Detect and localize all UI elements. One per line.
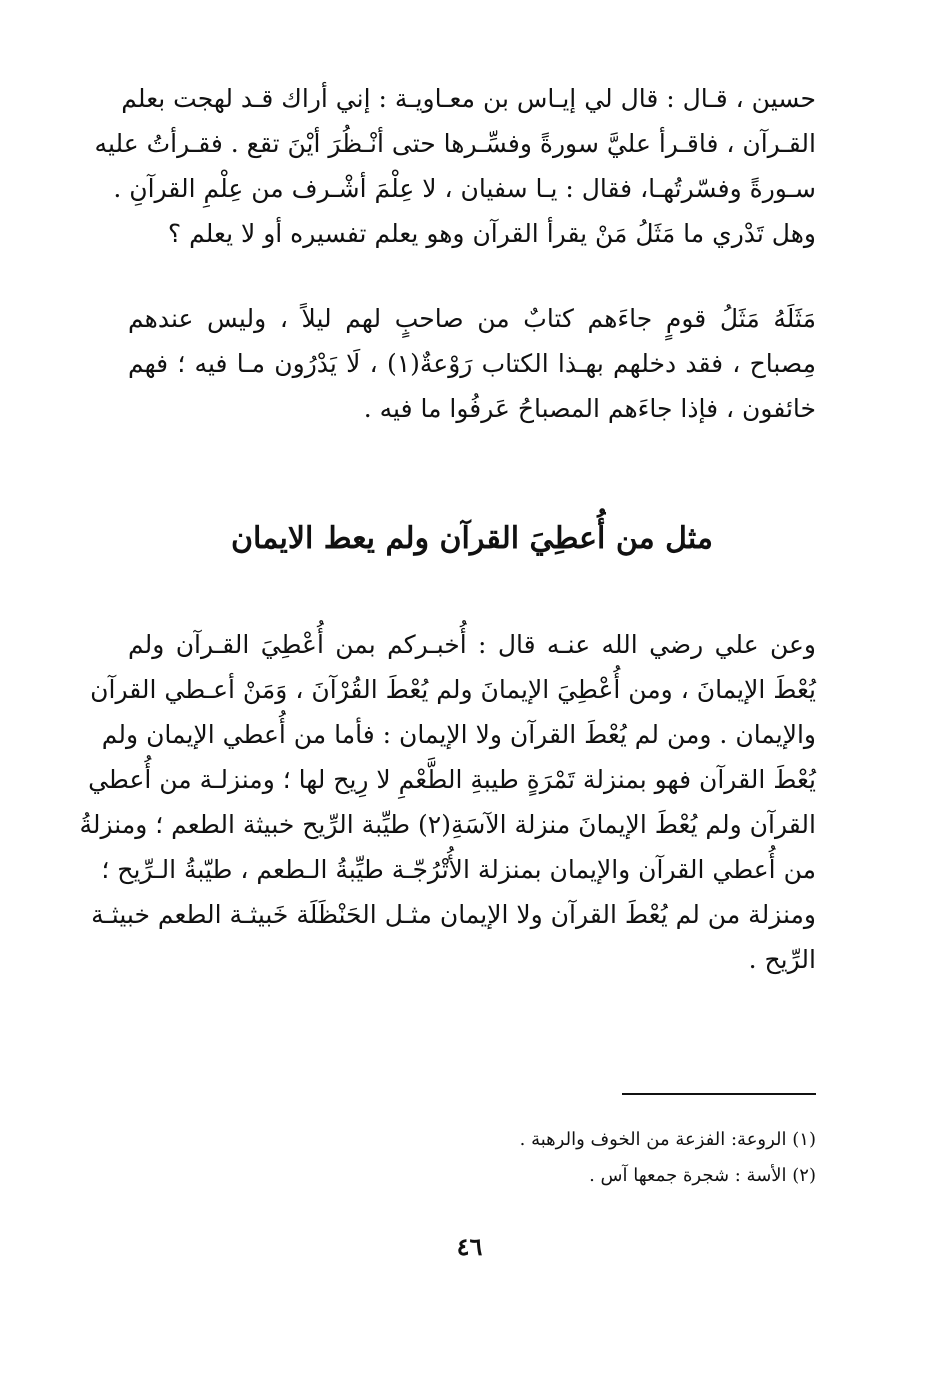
footnote-1: (١) الروعة: الفزعة من الخوف والرهبة . — [519, 1129, 816, 1150]
footnotes — [128, 1122, 816, 1194]
text-line: الرِّيح . — [748, 945, 816, 974]
text-line: ومنزلة من لم يُعْطَ القرآن ولا الإيمان مثـل الحَنْظَلَة خَبيثـة الطعم خبيثـة — [91, 900, 816, 929]
text-line: والإيمان . ومن لم يُعْطَ القرآن ولا الإيمان : فأما من أُعطي الإيمان ولم — [101, 720, 816, 749]
text-line: من أُعطي القرآن والإيمان بمنزلة الأُتْرُجّـة طيِّبةُ الـطعم ، طيّبةُ الـرِّيح ؛ — [101, 855, 816, 884]
text-line: وهل تَدْري ما مَثَلُ مَنْ يقرأ القرآن وهو يعلم تفسيره أو لا يعلم ؟ — [167, 219, 816, 248]
text-line: القـرآن ، فاقـرأ عليَّ سورةً وفسِّـرها حتى أنْـظُرَ أيْنَ تقع . فقـرأتُ عليه — [94, 129, 816, 158]
text-line: حسين ، قـال : قال لي إيـاس بن معـاويـة : إني أراك قـد لهجت بعلم — [121, 84, 816, 113]
text-line: وعن علي رضي الله عنـه قال : أُخبـركم بمن أُعْطِيَ القـرآن ولم — [128, 630, 816, 659]
paragraph-3 — [79, 622, 816, 982]
text-line: القرآن ولم يُعْطَ الإيمانَ منزلة الآسَةِ(٢) طيِّبة الرِّيح خبيثة الطعم ؛ ومنزلةُ — [79, 810, 816, 839]
text-line: خائفون ، فإذا جاءَهم المصباحُ عَرفُوا ما فيه . — [363, 394, 816, 423]
section-heading: مثل من أُعطِيَ القرآن ولم يعط الايمان — [230, 521, 714, 556]
text-line: مَثَلَهُ مَثَلُ قومٍ جاءَهم كتابٌ من صاحبٍ لهم ليلاً ، وليس عندهم — [128, 304, 816, 333]
paragraph-2 — [128, 296, 816, 431]
text-line: مِصباح ، فقد دخلهم بهـذا الكتاب رَوْعةٌ(١) ، لَا يَدْرُون مـا فيه ؛ فهم — [128, 349, 816, 378]
text-line: يُعْطَ القرآن فهو بمنزلة تَمْرَةٍ طيبةِ الطَّعْمِ لا رِيح لها ؛ ومنزلـة من أُعطي — [88, 765, 816, 794]
page-number: ٤٦ — [456, 1232, 483, 1261]
paragraph-1 — [94, 76, 816, 256]
text-line: سـورةً وفسّرتُهـا، فقال : يـا سفيان ، لا عِلْمَ أشْـرف من عِلْمِ القرآنِ . — [113, 174, 816, 203]
footnote-2: (٢) الأسة : شجرة جمعها آس . — [589, 1165, 816, 1186]
footnote-divider — [622, 1093, 816, 1095]
text-line: يُعْطَ الإيمانَ ، ومن أُعْطِيَ الإيمانَ ولم يُعْطَ القُرْآنَ ، وَمَنْ أعـطي القرآن — [90, 675, 816, 704]
